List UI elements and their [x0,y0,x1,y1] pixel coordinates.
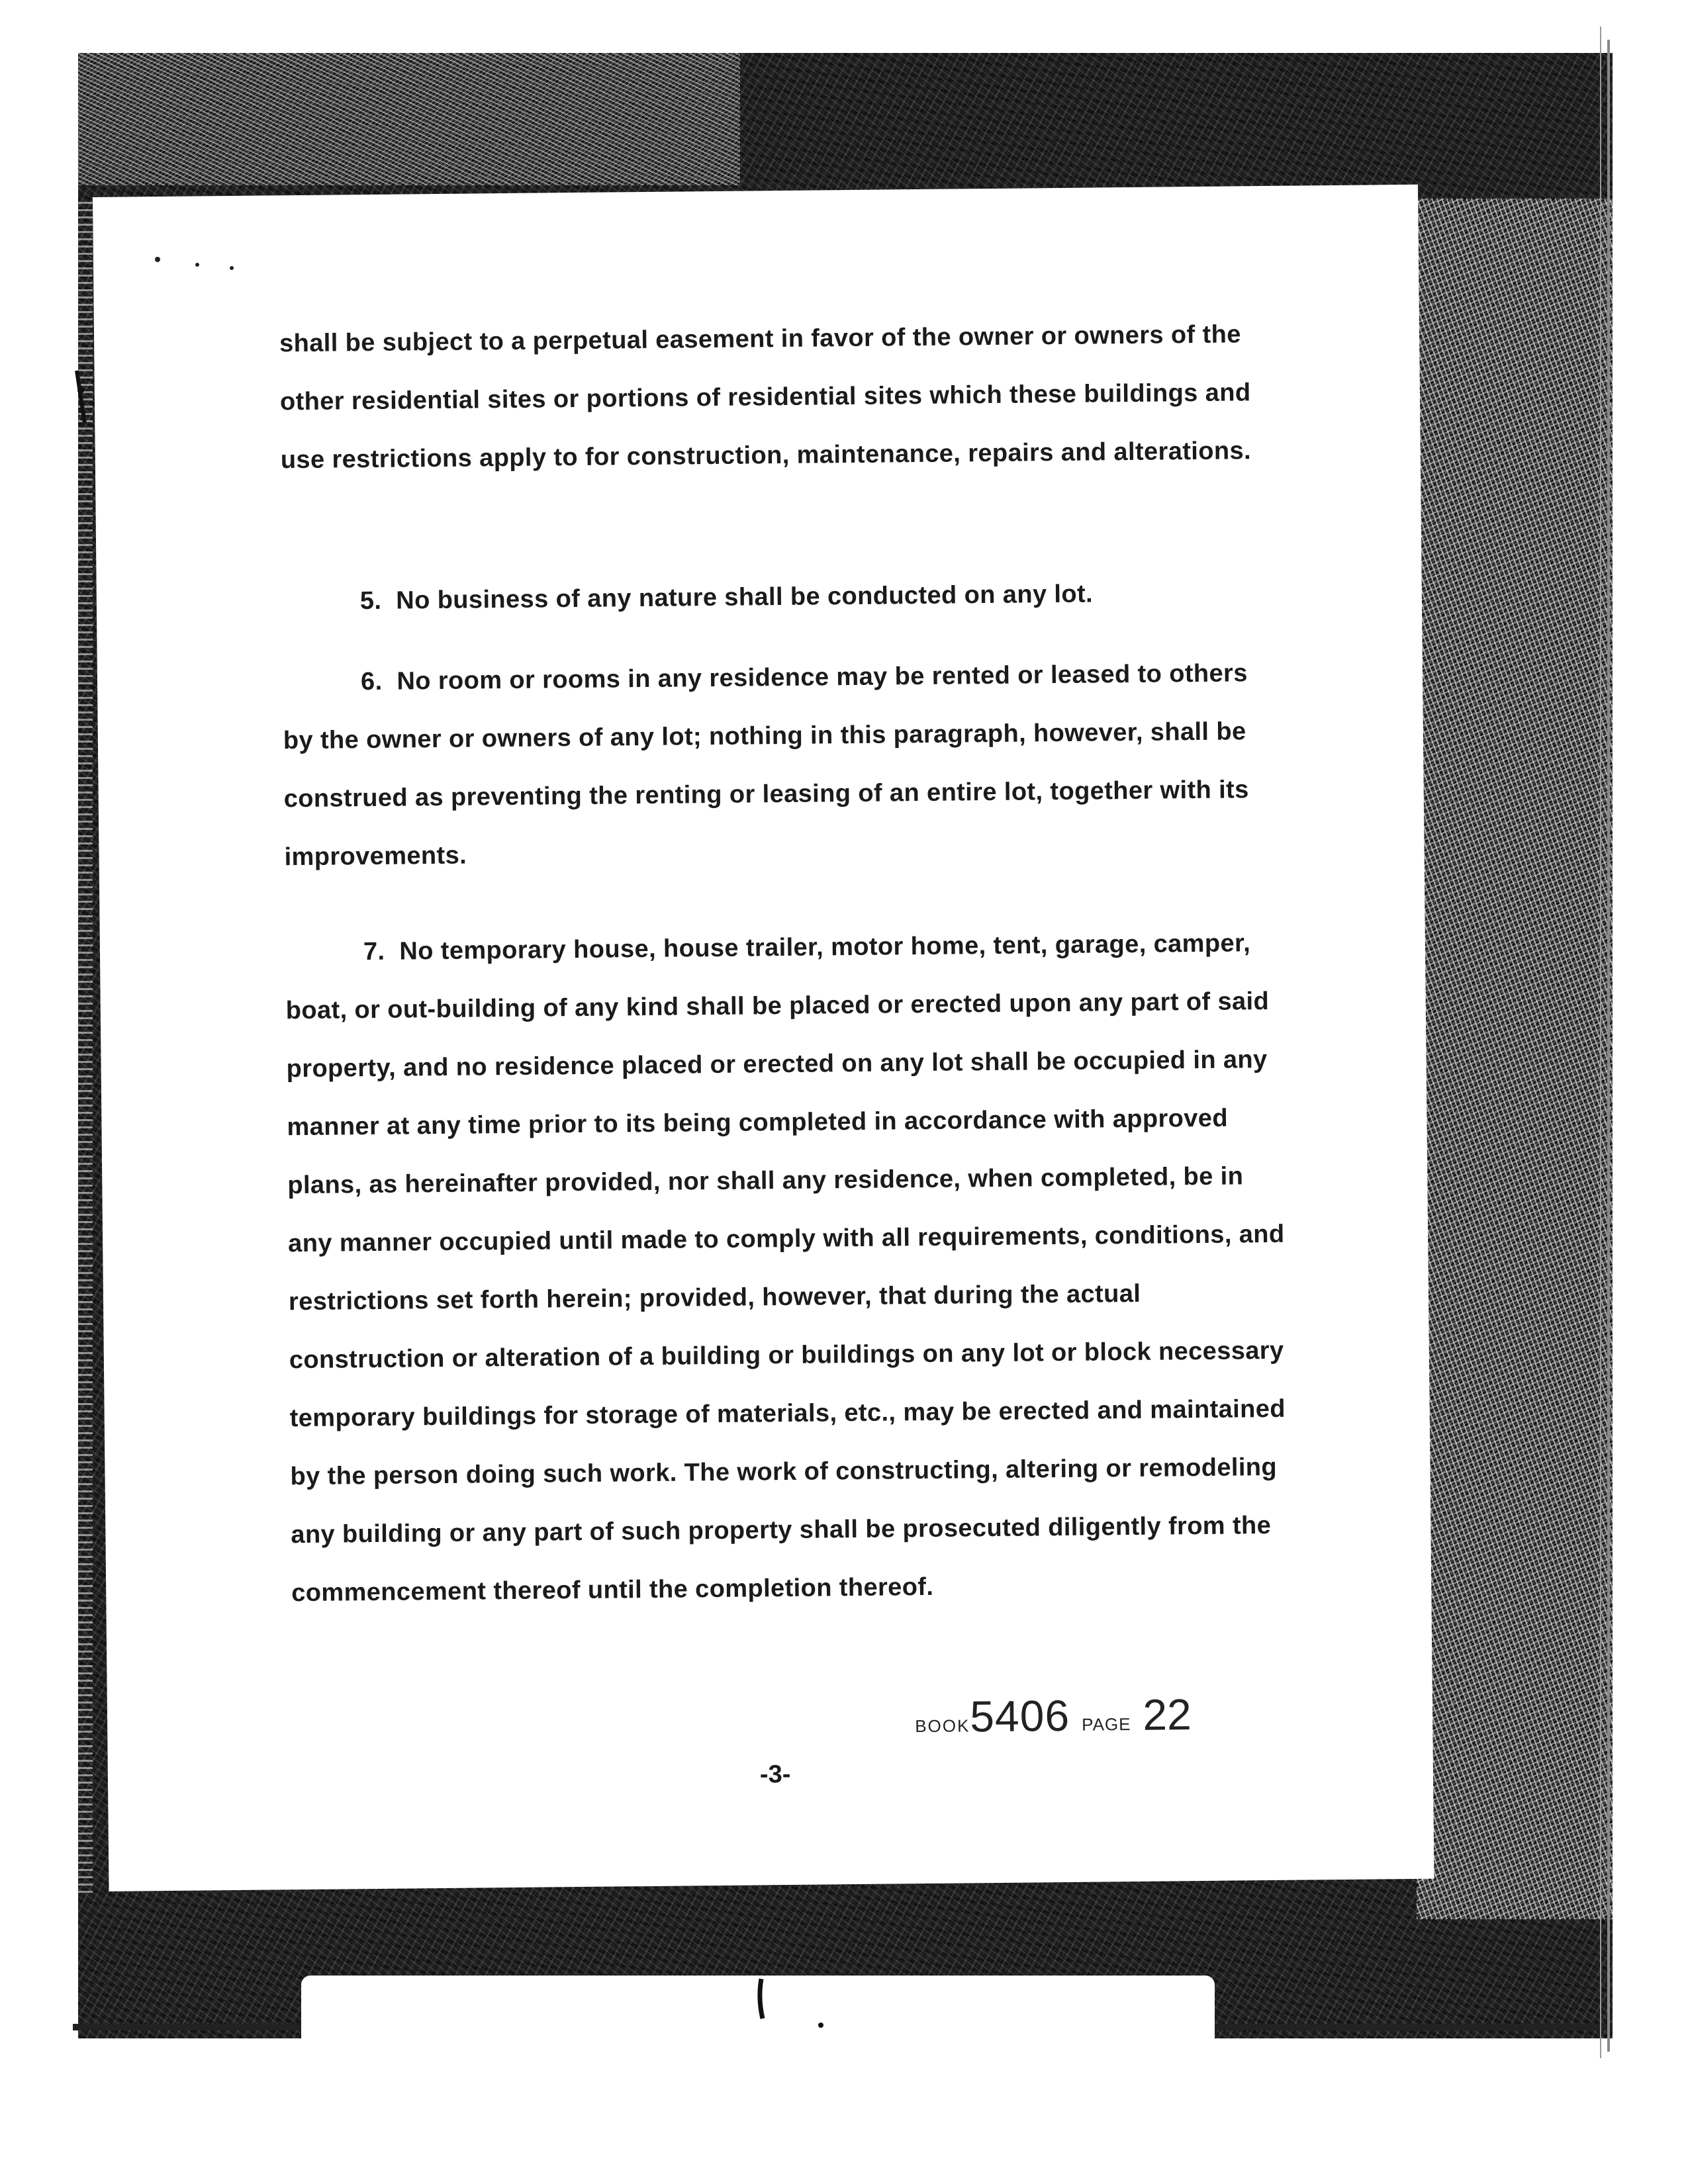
continuation-paragraph: shall be subject to a perpetual easement in favor of the owner or owners of the other residential sites or portions of residential sites which these buildings and use restrictions apply to for construction, maintenance, repairs and alterations. [279,320,1252,475]
page-label: PAGE [1082,1714,1131,1735]
paragraph-number: 6. [360,667,383,696]
paragraph-text: No temporary house, house trailer, motor home, tent, garage, camper, boat, or out-building of any kind shall be placed or erected upon any part of said property, and no residence placed or erected on any lot shall be occupied in any manner at any time prior to its being completed in accordance with approved plans, as hereinafter provided, nor shall any residence, when completed, be in any manner occupied until made to comply with all requirements, conditions, and restrictions set forth herein; provided, however, that during the actual construction or alteration of a building or buildings on any lot or block necessary temporary buildings for storage of materials, etc., may be erected and maintained by the person doing such work. The work of constructing, altering or remodeling any building or any part of such property shall be prosecuted diligently from the commencement thereof until the completion thereof. [285,929,1286,1608]
book-number: 5406 [969,1690,1070,1741]
page-number: -3- [759,1760,791,1789]
book-prefix: BOOK [915,1715,970,1737]
stamp-page-number: 22 [1143,1690,1192,1739]
paragraph-text: No room or rooms in any residence may be rented or leased to others by the owner or owners of any lot; nothing in this paragraph, however, shall be construed as preventing the renting or leasing of an entire lot, together with its improvements. [283,659,1249,872]
paragraph-text: No business of any nature shall be conducted on any lot. [396,580,1094,615]
paragraph-number: 5. [359,586,382,615]
paragraph-number: 7. [363,937,385,966]
